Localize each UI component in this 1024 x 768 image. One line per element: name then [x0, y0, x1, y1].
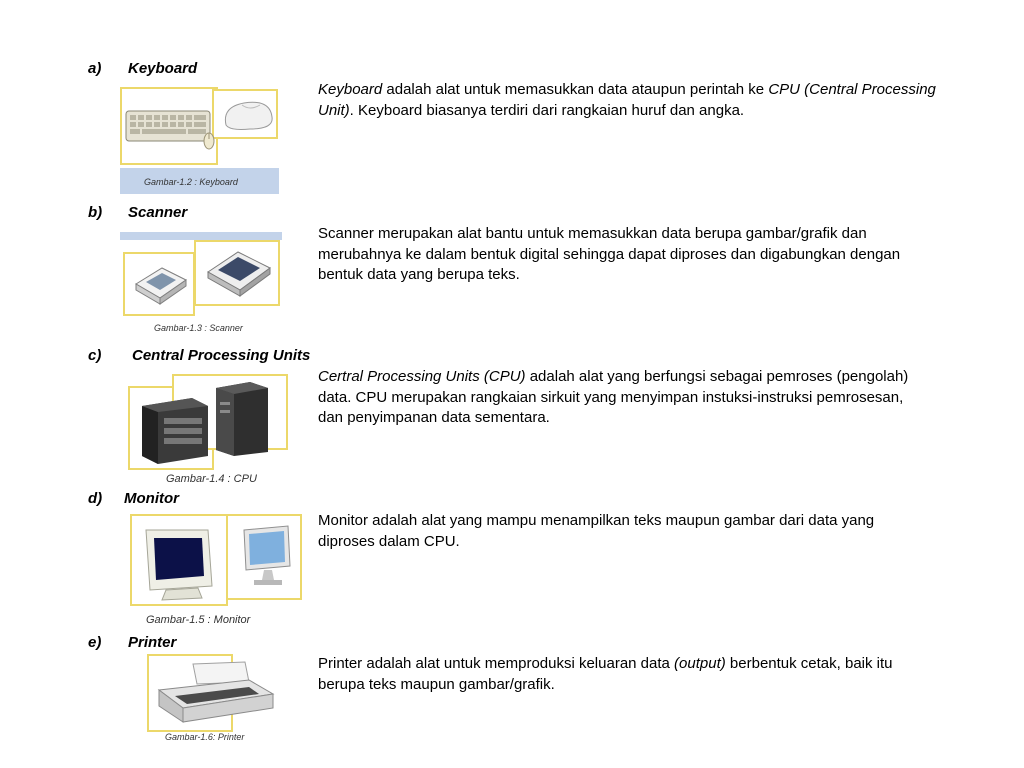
heading-marker: c) — [88, 347, 102, 364]
heading-keyboard — [88, 60, 197, 77]
mouse-icon — [202, 131, 216, 151]
desc-part: CPU (Central Processing Unit) — [318, 81, 936, 119]
server-case-icon — [138, 394, 210, 464]
desc-part: Monitor adalah alat yang mampu menampilkan teks maupun gambar dari data yang diproses dalam CPU. — [318, 512, 875, 550]
desc-part: Scanner merupakan alat bantu untuk memasukkan data berupa gambar/grafik dan merubahnya ke dalam bentuk digital sehingga dapat diproses dan digabungkan dengan bentuk data yang berupa teks. — [318, 225, 901, 283]
desc-monitor — [318, 511, 918, 552]
heading-cpu — [88, 347, 310, 364]
desc-keyboard — [318, 80, 948, 121]
desc-part: adalah alat yang berfungsi sebagai pemroses (pengolah) data. CPU merupakan rangkaian sirkuit yang menyimpan instuksi-instruksi pemrosesan, dan penyimpanan data sementara. — [318, 368, 909, 426]
desc-part: Certral Processing Units (CPU) — [318, 368, 526, 385]
desc-scanner — [318, 224, 918, 286]
figure-caption: Gambar-1.6: Printer — [165, 732, 245, 742]
heading-marker: e) — [88, 634, 102, 651]
desc-part: Keyboard — [318, 81, 383, 98]
figure-caption: Gambar-1.2 : Keyboard — [144, 177, 238, 187]
scanner-icon — [202, 246, 276, 300]
figure-printer — [145, 652, 290, 744]
heading-scanner — [88, 204, 187, 221]
printer-icon — [153, 660, 279, 730]
figure-caption: Gambar-1.5 : Monitor — [146, 614, 251, 626]
desc-part: adalah alat untuk memasukkan data ataupun perintah ke — [382, 81, 769, 98]
heading-monitor — [88, 490, 179, 507]
desc-part: . Keyboard biasanya terdiri dari rangkaian huruf dan angka. — [349, 101, 745, 119]
heading-marker: a) — [88, 60, 102, 77]
desc-part: (output) — [674, 655, 726, 672]
figure-caption: Gambar-1.3 : Scanner — [154, 323, 243, 333]
figure-caption: Gambar-1.4 : CPU — [166, 473, 257, 485]
heading-title: Scanner — [128, 204, 188, 221]
flatbed-scanner-icon — [132, 262, 188, 308]
tower-case-icon — [212, 380, 272, 456]
desc-part: berbentuk cetak, baik itu berupa teks maupun gambar/grafik. — [318, 655, 893, 693]
heading-title: Keyboard — [128, 60, 198, 77]
keyboard-icon — [125, 107, 211, 145]
figure-monitor — [130, 512, 304, 630]
heading-printer — [88, 634, 176, 651]
desc-cpu — [318, 367, 918, 429]
mouse-icon — [220, 97, 276, 133]
desc-part: Printer adalah alat untuk memproduksi keluaran data — [318, 655, 675, 672]
figure-scanner — [120, 232, 282, 338]
flat-monitor-icon — [240, 524, 294, 590]
heading-title: Printer — [128, 634, 177, 651]
figure-cpu — [128, 372, 290, 488]
figure-keyboard — [120, 87, 279, 194]
crt-monitor-icon — [142, 526, 218, 602]
heading-title: Monitor — [124, 490, 179, 507]
heading-marker: d) — [88, 490, 103, 507]
heading-marker: b) — [88, 204, 103, 221]
desc-printer — [318, 654, 928, 695]
heading-title: Central Processing Units — [132, 347, 311, 364]
